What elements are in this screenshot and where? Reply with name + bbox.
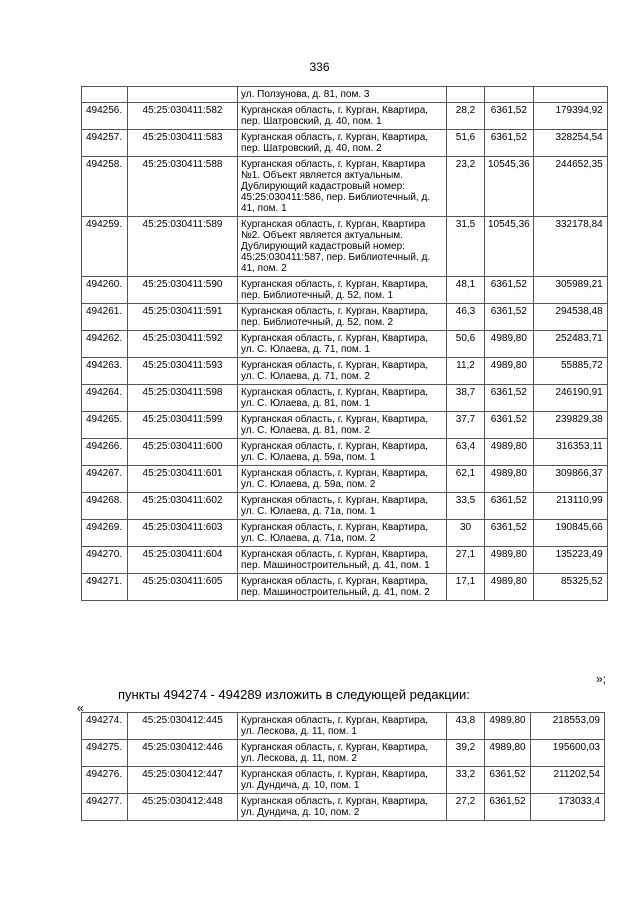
row-number-cell: 494262. — [82, 331, 128, 358]
rate-cell: 6361,52 — [485, 493, 534, 520]
table-row — [82, 713, 605, 740]
cadastral-number-cell: 45:25:030411:592 — [128, 331, 238, 358]
area-cell — [447, 87, 485, 103]
address-cell: Курганская область, г. Курган, Квартира, ул. Дундича, д. 10, пом. 1 — [238, 767, 447, 794]
page-number: 336 — [309, 60, 330, 74]
area-cell: 50,6 — [447, 331, 485, 358]
address-cell: Курганская область, г. Курган, Квартира, ул. С. Юлаева, д. 71а, пом. 2 — [238, 520, 447, 547]
address-cell: Курганская область, г. Курган, Квартира, ул. С. Юлаева, д. 59а, пом. 2 — [238, 466, 447, 493]
rate-cell: 4989,80 — [485, 574, 534, 601]
value-cell: 309866,37 — [533, 466, 607, 493]
table-row — [82, 520, 608, 547]
table-row — [82, 217, 608, 277]
table-row — [82, 412, 608, 439]
cadastral-number-cell: 45:25:030412:447 — [128, 767, 238, 794]
address-cell: Курганская область, г. Курган, Квартира, ул. Лескова, д. 11, пом. 1 — [238, 713, 447, 740]
address-cell: Курганская область, г. Курган, Квартира, пер. Библиотечный, д. 52, пом. 2 — [238, 304, 447, 331]
instruction-text: пункты 494274 - 494289 изложить в следующей редакции: — [118, 687, 470, 702]
table-row — [82, 466, 608, 493]
rate-cell: 10545,36 — [485, 217, 534, 277]
address-cell: Курганская область, г. Курган, Квартира №2. Объект является актуальным. Дублирующий кадастровый номер: 45:25:030411:587, пер. Библиотечный, д. 41, пом. 2 — [238, 217, 447, 277]
address-cell: Курганская область, г. Курган, Квартира, пер. Шатровский, д. 40, пом. 2 — [238, 130, 447, 157]
cadastral-number-cell — [128, 87, 238, 103]
cadastral-number-cell: 45:25:030411:583 — [128, 130, 238, 157]
row-number-cell: 494256. — [82, 103, 128, 130]
row-number-cell: 494259. — [82, 217, 128, 277]
table-row — [82, 358, 608, 385]
table-row — [82, 439, 608, 466]
area-cell: 39,2 — [447, 740, 485, 767]
cadastral-number-cell: 45:25:030411:599 — [128, 412, 238, 439]
rate-cell: 4989,80 — [485, 740, 531, 767]
table-row — [82, 740, 605, 767]
rate-cell: 4989,80 — [485, 713, 531, 740]
area-cell: 11,2 — [447, 358, 485, 385]
table-row — [82, 331, 608, 358]
opening-quote: « — [77, 701, 84, 715]
cadastral-number-cell: 45:25:030411:605 — [128, 574, 238, 601]
row-number-cell — [82, 87, 128, 103]
area-cell: 27,2 — [447, 794, 485, 821]
area-cell: 30 — [447, 520, 485, 547]
value-cell: 135223,49 — [533, 547, 607, 574]
value-cell: 190845,66 — [533, 520, 607, 547]
cadastral-number-cell: 45:25:030411:598 — [128, 385, 238, 412]
cadastral-number-cell: 45:25:030411:590 — [128, 277, 238, 304]
rate-cell: 4989,80 — [485, 547, 534, 574]
rate-cell: 6361,52 — [485, 103, 534, 130]
row-number-cell: 494266. — [82, 439, 128, 466]
table-row — [82, 493, 608, 520]
row-number-cell: 494260. — [82, 277, 128, 304]
value-cell: 316353,11 — [533, 439, 607, 466]
value-cell: 179394,92 — [533, 103, 607, 130]
area-cell: 23,2 — [447, 157, 485, 217]
value-cell: 239829,38 — [533, 412, 607, 439]
rate-cell: 4989,80 — [485, 439, 534, 466]
row-number-cell: 494276. — [82, 767, 128, 794]
table-row — [82, 87, 608, 103]
area-cell: 37,7 — [447, 412, 485, 439]
rate-cell: 4989,80 — [485, 331, 534, 358]
area-cell: 17,1 — [447, 574, 485, 601]
address-cell: Курганская область, г. Курган, Квартира, ул. С. Юлаева, д. 81, пом. 2 — [238, 412, 447, 439]
table-row — [82, 547, 608, 574]
table-row — [82, 157, 608, 217]
cadastral-number-cell: 45:25:030411:603 — [128, 520, 238, 547]
value-cell: 294538,48 — [533, 304, 607, 331]
row-number-cell: 494275. — [82, 740, 128, 767]
cadastral-number-cell: 45:25:030411:604 — [128, 547, 238, 574]
rate-cell — [485, 87, 534, 103]
value-cell: 244652,35 — [533, 157, 607, 217]
row-number-cell: 494277. — [82, 794, 128, 821]
area-cell: 63,4 — [447, 439, 485, 466]
address-cell: Курганская область, г. Курган, Квартира, ул. Дундича, д. 10, пом. 2 — [238, 794, 447, 821]
address-cell: Курганская область, г. Курган, Квартира, ул. С. Юлаева, д. 59а, пом. 1 — [238, 439, 447, 466]
area-cell: 43,8 — [447, 713, 485, 740]
table-row — [82, 304, 608, 331]
table-row — [82, 767, 605, 794]
area-cell: 27,1 — [447, 547, 485, 574]
rate-cell: 6361,52 — [485, 304, 534, 331]
row-number-cell: 494258. — [82, 157, 128, 217]
address-cell: Курганская область, г. Курган, Квартира, ул. С. Юлаева, д. 81, пом. 1 — [238, 385, 447, 412]
value-cell: 328254,54 — [533, 130, 607, 157]
table-row — [82, 277, 608, 304]
cadastral-number-cell: 45:25:030412:448 — [128, 794, 238, 821]
closing-quote: »; — [596, 672, 607, 686]
area-cell: 46,3 — [447, 304, 485, 331]
value-cell — [533, 87, 607, 103]
cadastral-number-cell: 45:25:030411:601 — [128, 466, 238, 493]
area-cell: 38,7 — [447, 385, 485, 412]
address-cell: Курганская область, г. Курган, Квартира, пер. Машиностроительный, д. 41, пом. 1 — [238, 547, 447, 574]
address-cell: Курганская область, г. Курган, Квартира, ул. С. Юлаева, д. 71а, пом. 1 — [238, 493, 447, 520]
address-cell: Курганская область, г. Курган, Квартира, пер. Шатровский, д. 40, пом. 1 — [238, 103, 447, 130]
table-row — [82, 385, 608, 412]
cadastral-number-cell: 45:25:030411:591 — [128, 304, 238, 331]
area-cell: 51,6 — [447, 130, 485, 157]
cadastral-number-cell: 45:25:030411:600 — [128, 439, 238, 466]
table-row — [82, 103, 608, 130]
cadastral-number-cell: 45:25:030412:446 — [128, 740, 238, 767]
rate-cell: 6361,52 — [485, 277, 534, 304]
value-cell: 55885,72 — [533, 358, 607, 385]
area-cell: 48,1 — [447, 277, 485, 304]
rate-cell: 6361,52 — [485, 130, 534, 157]
value-cell: 85325,52 — [533, 574, 607, 601]
address-cell: Курганская область, г. Курган, Квартира, ул. С. Юлаева, д. 71, пом. 2 — [238, 358, 447, 385]
cadastral-number-cell: 45:25:030411:582 — [128, 103, 238, 130]
address-cell: Курганская область, г. Курган, Квартира, пер. Библиотечный, д. 52, пом. 1 — [238, 277, 447, 304]
row-number-cell: 494268. — [82, 493, 128, 520]
row-number-cell: 494274. — [82, 713, 128, 740]
row-number-cell: 494269. — [82, 520, 128, 547]
rate-cell: 6361,52 — [485, 412, 534, 439]
rate-cell: 4989,80 — [485, 358, 534, 385]
rate-cell: 6361,52 — [485, 794, 531, 821]
area-cell: 31,5 — [447, 217, 485, 277]
rate-cell: 10545,36 — [485, 157, 534, 217]
row-number-cell: 494261. — [82, 304, 128, 331]
value-cell: 213110,99 — [533, 493, 607, 520]
table-row — [82, 794, 605, 821]
area-cell: 33,2 — [447, 767, 485, 794]
value-cell: 246190,91 — [533, 385, 607, 412]
row-number-cell: 494270. — [82, 547, 128, 574]
address-cell: Курганская область, г. Курган, Квартира, пер. Машиностроительный, д. 41, пом. 2 — [238, 574, 447, 601]
value-cell: 195600,03 — [531, 740, 605, 767]
property-table-bottom — [81, 712, 605, 821]
area-cell: 62,1 — [447, 466, 485, 493]
value-cell: 173033,4 — [531, 794, 605, 821]
rate-cell: 4989,80 — [485, 466, 534, 493]
value-cell: 218553,09 — [531, 713, 605, 740]
property-table-top — [81, 86, 608, 601]
rate-cell: 6361,52 — [485, 385, 534, 412]
row-number-cell: 494264. — [82, 385, 128, 412]
rate-cell: 6361,52 — [485, 767, 531, 794]
value-cell: 305989,21 — [533, 277, 607, 304]
cadastral-number-cell: 45:25:030411:589 — [128, 217, 238, 277]
row-number-cell: 494257. — [82, 130, 128, 157]
address-cell: Курганская область, г. Курган, Квартира, ул. С. Юлаева, д. 71, пом. 1 — [238, 331, 447, 358]
area-cell: 28,2 — [447, 103, 485, 130]
address-cell: ул. Ползунова, д. 81, пом. 3 — [238, 87, 447, 103]
row-number-cell: 494265. — [82, 412, 128, 439]
row-number-cell: 494271. — [82, 574, 128, 601]
cadastral-number-cell: 45:25:030411:588 — [128, 157, 238, 217]
value-cell: 332178,84 — [533, 217, 607, 277]
area-cell: 33,5 — [447, 493, 485, 520]
table-row — [82, 130, 608, 157]
row-number-cell: 494263. — [82, 358, 128, 385]
table-row — [82, 574, 608, 601]
row-number-cell: 494267. — [82, 466, 128, 493]
cadastral-number-cell: 45:25:030412:445 — [128, 713, 238, 740]
cadastral-number-cell: 45:25:030411:602 — [128, 493, 238, 520]
cadastral-number-cell: 45:25:030411:593 — [128, 358, 238, 385]
value-cell: 252483,71 — [533, 331, 607, 358]
value-cell: 211202,54 — [531, 767, 605, 794]
address-cell: Курганская область, г. Курган, Квартира №1. Объект является актуальным. Дублирующий кадастровый номер: 45:25:030411:586, пер. Библиотечный, д. 41, пом. 1 — [238, 157, 447, 217]
address-cell: Курганская область, г. Курган, Квартира, ул. Лескова, д. 11, пом. 2 — [238, 740, 447, 767]
rate-cell: 6361,52 — [485, 520, 534, 547]
